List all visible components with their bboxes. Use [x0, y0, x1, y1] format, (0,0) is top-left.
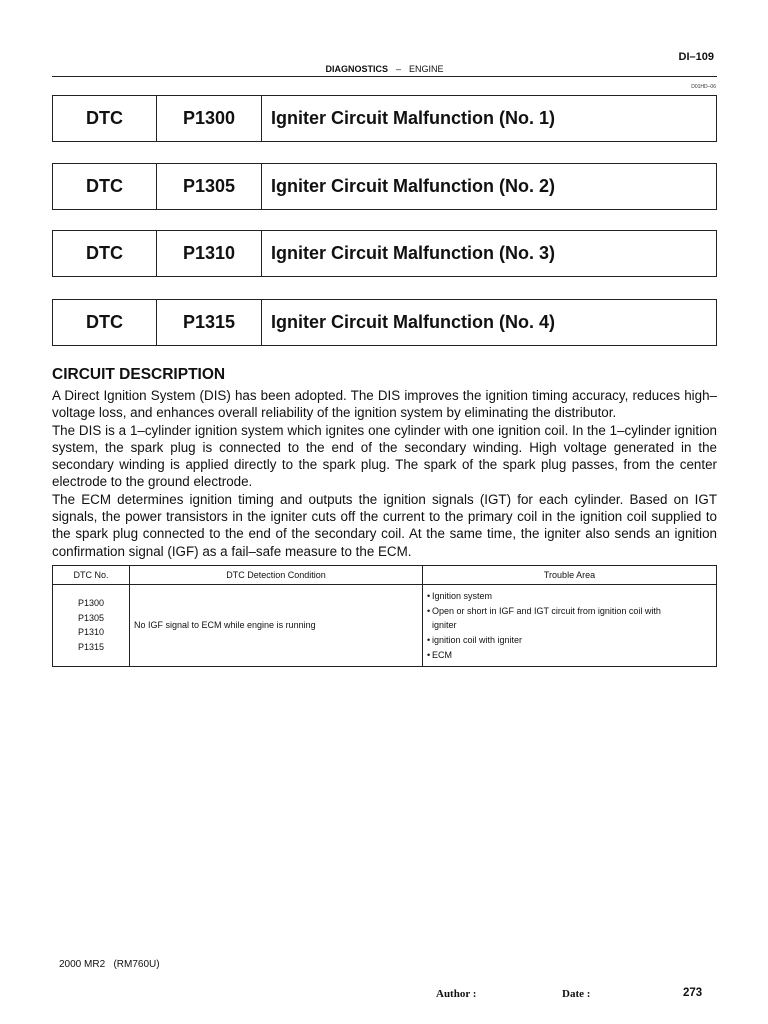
header-dtc-no: DTC No.: [53, 566, 130, 585]
dtc-code: P1305: [157, 164, 262, 209]
circuit-description-body: [52, 387, 717, 560]
trouble-item-text: ignition coil with igniter: [432, 635, 523, 646]
dtc-box-p1315: [52, 299, 717, 346]
trouble-item-text: ECM: [432, 649, 452, 660]
document-id: D01HD–06: [691, 84, 716, 90]
section-dash: –: [395, 64, 401, 74]
dtc-box-p1300: [52, 95, 717, 142]
dtc-label: DTC: [53, 164, 157, 209]
header-detection-condition: DTC Detection Condition: [130, 566, 423, 585]
footer-page-number: 273: [683, 987, 703, 999]
code-item: P1305: [77, 612, 105, 623]
dtc-title: Igniter Circuit Malfunction (No. 3): [271, 243, 555, 263]
header-trouble-area: Trouble Area: [423, 566, 717, 585]
circuit-description-title: CIRCUIT DESCRIPTION: [52, 366, 226, 383]
dtc-code: P1300: [157, 96, 262, 141]
bullet-icon: •: [427, 605, 431, 616]
section-main: DIAGNOSTICS: [325, 64, 388, 74]
section-header: [52, 64, 717, 74]
footer-author: Author :: [436, 988, 477, 1000]
paragraph: A Direct Ignition System (DIS) has been adopted. The DIS improves the ignition timing accuracy, reduces high–voltage loss, and enhances overall reliability of the ignition system by eliminating the distributor.: [52, 388, 717, 421]
trouble-table: [52, 565, 717, 667]
trouble-area-cell: [423, 585, 717, 667]
dtc-code: P1310: [157, 231, 262, 276]
dtc-box-p1305: [52, 163, 717, 210]
trouble-item: [427, 648, 712, 663]
trouble-item-text: Open or short in IGF and IGT circuit from ignition coil with: [432, 605, 661, 616]
trouble-item-text: Ignition system: [432, 591, 493, 601]
trouble-item-text: igniter: [432, 620, 457, 631]
trouble-item: [427, 604, 712, 619]
table-header-row: [53, 566, 717, 585]
paragraph: The ECM determines ignition timing and outputs the ignition signals (IGT) for each cylinder. Based on IGT signals, the power transistors in the igniter cuts off the current to the primary coil in the ignition coil supplied to the spark plug connected to the end of the secondary coil. At the same time, the igniter also sends an ignition confirmation signal (IGF) as a fail–safe measure to the ECM.: [52, 491, 717, 559]
detection-condition-cell: No IGF signal to ECM while engine is running: [130, 585, 423, 667]
dtc-label: DTC: [53, 300, 157, 345]
code-item: P1300: [77, 598, 105, 609]
trouble-item: [427, 589, 712, 604]
footer-model: 2000 MR2 (RM760U): [59, 959, 160, 970]
dtc-code: P1315: [157, 300, 262, 345]
dtc-title: Igniter Circuit Malfunction (No. 4): [271, 312, 555, 332]
section-sub: ENGINE: [409, 64, 444, 74]
header-rule: [52, 76, 717, 77]
code-item: P1310: [77, 627, 105, 638]
trouble-item: [427, 633, 712, 648]
table-row: [53, 585, 717, 667]
dtc-box-p1310: [52, 230, 717, 277]
footer-date: Date :: [562, 988, 591, 1000]
dtc-label: DTC: [53, 231, 157, 276]
bullet-icon: •: [427, 649, 431, 660]
dtc-label: DTC: [53, 96, 157, 141]
bullet-icon: •: [427, 635, 431, 646]
code-item: P1315: [77, 641, 105, 652]
bullet-icon: •: [427, 591, 431, 601]
dtc-title: Igniter Circuit Malfunction (No. 2): [271, 176, 555, 196]
paragraph: The DIS is a 1–cylinder ignition system which ignites one cylinder with one ignition coil. In the 1–cylinder ignition system, the spark plug is connected to the end of the secondary winding. High voltage generated in the secondary winding is applied directly to the spark plug. The spark of the spark plug passes, from the center electrode to the ground electrode.: [52, 422, 717, 490]
dtc-codes-cell: [53, 585, 130, 667]
page-code: DI–109: [678, 51, 714, 63]
trouble-item-continuation: [427, 618, 712, 633]
dtc-title: Igniter Circuit Malfunction (No. 1): [271, 108, 555, 128]
